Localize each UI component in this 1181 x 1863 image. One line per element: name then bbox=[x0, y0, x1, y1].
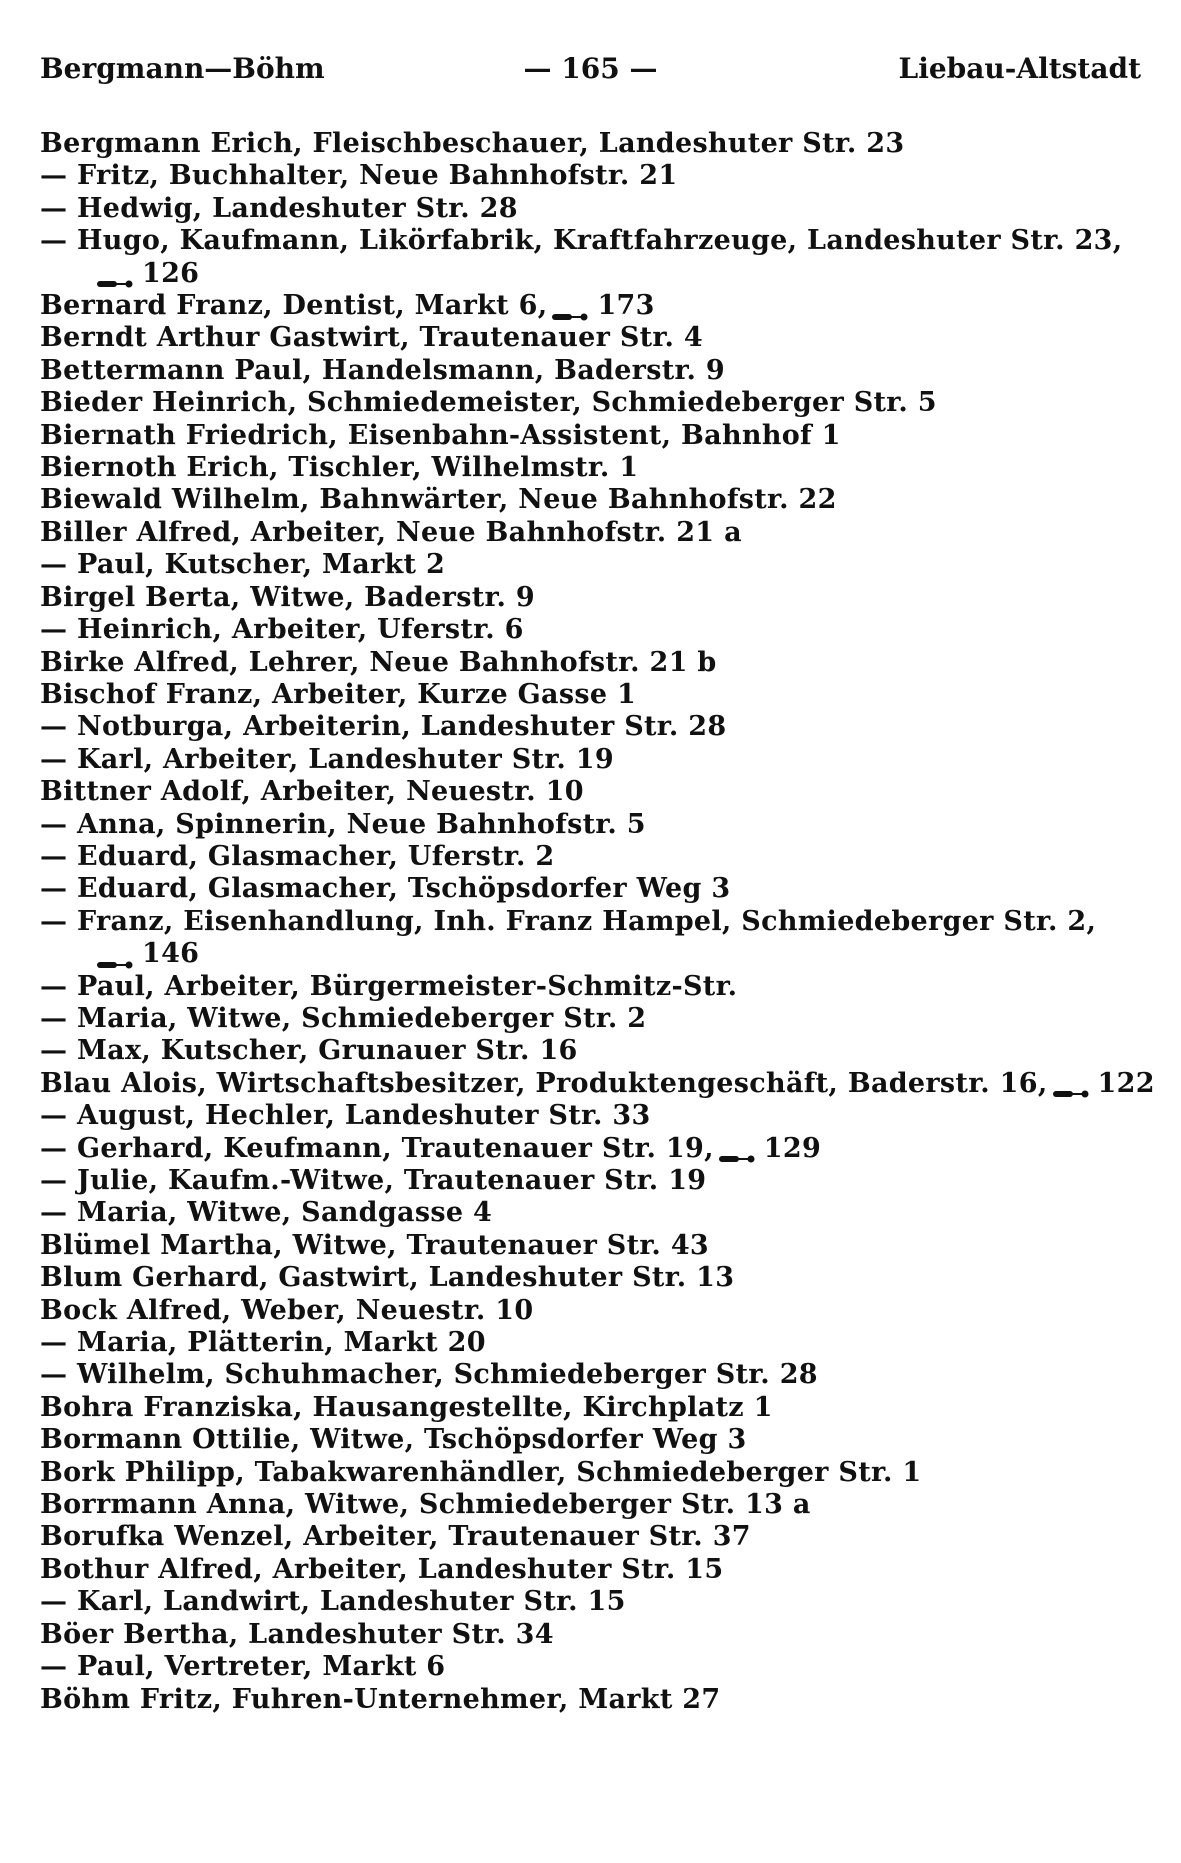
page-number: — 165 — bbox=[523, 52, 658, 85]
entry-text: — Karl, Arbeiter, Landeshuter Str. 19 bbox=[40, 743, 614, 775]
telephone-key-icon bbox=[96, 948, 134, 962]
directory-entry bbox=[40, 1100, 1150, 1132]
directory-entry bbox=[40, 1003, 1150, 1035]
entry-text: — Paul, Kutscher, Markt 2 bbox=[40, 549, 446, 581]
directory-entry bbox=[40, 452, 1150, 484]
telephone-number: 129 bbox=[718, 1133, 821, 1165]
directory-entry bbox=[40, 549, 1150, 581]
entry-text: Berndt Arthur Gastwirt, Trautenauer Str. 4 bbox=[40, 322, 703, 354]
entry-text: Bittner Adolf, Arbeiter, Neuestr. 10 bbox=[40, 776, 584, 808]
entry-text: Böhm Fritz, Fuhren-Unternehmer, Markt 27 bbox=[40, 1683, 721, 1715]
entry-text: — Hedwig, Landeshuter Str. 28 bbox=[40, 192, 518, 224]
entry-text: — August, Hechler, Landeshuter Str. 33 bbox=[40, 1100, 651, 1132]
directory-entry bbox=[40, 1684, 1150, 1716]
directory-entry bbox=[40, 387, 1150, 419]
directory-entries bbox=[40, 128, 1155, 1716]
directory-entry bbox=[40, 1619, 1150, 1651]
entry-text: — Hugo, Kaufmann, Likörfabrik, Kraftfahrzeuge, Landeshuter Str. 23, bbox=[40, 225, 1123, 257]
directory-entry bbox=[40, 355, 1150, 387]
directory-entry bbox=[40, 290, 1150, 322]
telephone-key-icon bbox=[1052, 1077, 1090, 1091]
directory-entry bbox=[40, 906, 1150, 938]
directory-entry bbox=[40, 1230, 1150, 1262]
entry-text: Bettermann Paul, Handelsmann, Baderstr. 9 bbox=[40, 354, 726, 386]
telephone-key-icon bbox=[551, 300, 589, 314]
header-name-range: Bergmann—Böhm bbox=[40, 52, 325, 85]
directory-entry bbox=[40, 128, 1150, 160]
entry-text: — Eduard, Glasmacher, Tschöpsdorfer Weg 3 bbox=[40, 873, 731, 905]
telephone-number: 126 bbox=[40, 258, 1150, 290]
entry-text: Bergmann Erich, Fleischbeschauer, Landeshuter Str. 23 bbox=[40, 128, 905, 159]
entry-text: — Paul, Arbeiter, Bürgermeister-Schmitz-Str. bbox=[40, 970, 738, 1002]
directory-entry bbox=[40, 1035, 1150, 1067]
directory-entry bbox=[40, 873, 1150, 905]
entry-text: — Karl, Landwirt, Landeshuter Str. 15 bbox=[40, 1586, 626, 1618]
directory-entry bbox=[40, 1651, 1150, 1683]
entry-text: — Franz, Eisenhandlung, Inh. Franz Hampel, Schmiedeberger Str. 2, bbox=[40, 905, 1097, 937]
directory-entry bbox=[40, 1489, 1150, 1521]
entry-text: — Notburga, Arbeiterin, Landeshuter Str. 28 bbox=[40, 711, 727, 743]
entry-text: Bischof Franz, Arbeiter, Kurze Gasse 1 bbox=[40, 678, 637, 710]
directory-entry bbox=[40, 1521, 1150, 1553]
entry-text: Blum Gerhard, Gastwirt, Landeshuter Str. 13 bbox=[40, 1262, 735, 1294]
entry-text: Borrmann Anna, Witwe, Schmiedeberger Str. 13 a bbox=[40, 1489, 811, 1521]
directory-entry bbox=[40, 647, 1150, 679]
entry-text: Borufka Wenzel, Arbeiter, Trautenauer Str. 37 bbox=[40, 1521, 751, 1553]
directory-entry bbox=[40, 1262, 1150, 1294]
directory-entry bbox=[40, 679, 1150, 711]
entry-text: Biernoth Erich, Tischler, Wilhelmstr. 1 bbox=[40, 452, 639, 484]
telephone-number: 146 bbox=[40, 938, 1150, 970]
directory-entry bbox=[40, 1197, 1150, 1229]
entry-text: Blau Alois, Wirtschaftsbesitzer, Produktengeschäft, Baderstr. 16, bbox=[40, 1067, 1048, 1099]
directory-entry bbox=[40, 1295, 1150, 1327]
telephone-key-icon bbox=[718, 1142, 756, 1156]
directory-entry bbox=[40, 225, 1150, 257]
entry-text: Birgel Berta, Witwe, Baderstr. 9 bbox=[40, 581, 536, 613]
entry-text: — Wilhelm, Schuhmacher, Schmiedeberger Str. 28 bbox=[40, 1359, 818, 1391]
directory-entry bbox=[40, 971, 1150, 1003]
directory-entry bbox=[40, 1133, 1150, 1165]
entry-text: — Maria, Witwe, Schmiedeberger Str. 2 bbox=[40, 1002, 647, 1034]
directory-entry bbox=[40, 1359, 1150, 1391]
entry-text: Bormann Ottilie, Witwe, Tschöpsdorfer Weg 3 bbox=[40, 1424, 747, 1456]
directory-entry bbox=[40, 193, 1150, 225]
directory-entry bbox=[40, 809, 1150, 841]
entry-text: Bohra Franziska, Hausangestellte, Kirchplatz 1 bbox=[40, 1391, 773, 1423]
entry-text: Biewald Wilhelm, Bahnwärter, Neue Bahnhofstr. 22 bbox=[40, 484, 837, 516]
directory-entry bbox=[40, 1327, 1150, 1359]
directory-entry bbox=[40, 744, 1150, 776]
directory-entry bbox=[40, 484, 1150, 516]
directory-entry bbox=[40, 1424, 1150, 1456]
entry-text: Birke Alfred, Lehrer, Neue Bahnhofstr. 21 b bbox=[40, 646, 717, 678]
entry-text: — Heinrich, Arbeiter, Uferstr. 6 bbox=[40, 614, 524, 646]
entry-text: Bernard Franz, Dentist, Markt 6, bbox=[40, 290, 548, 322]
directory-entry bbox=[40, 1586, 1150, 1618]
directory-entry bbox=[40, 160, 1150, 192]
directory-entry bbox=[40, 614, 1150, 646]
entry-text: Bothur Alfred, Arbeiter, Landeshuter Str. 15 bbox=[40, 1553, 724, 1585]
directory-entry bbox=[40, 776, 1150, 808]
directory-entry bbox=[40, 582, 1150, 614]
entry-text: — Fritz, Buchhalter, Neue Bahnhofstr. 21 bbox=[40, 160, 678, 192]
entry-text: — Gerhard, Keufmann, Trautenauer Str. 19, bbox=[40, 1132, 714, 1164]
entry-text: — Julie, Kaufm.-Witwe, Trautenauer Str. 19 bbox=[40, 1165, 707, 1196]
directory-entry bbox=[40, 1067, 1155, 1100]
entry-text: Bork Philipp, Tabakwarenhändler, Schmiedeberger Str. 1 bbox=[40, 1456, 922, 1488]
directory-entry bbox=[40, 711, 1150, 743]
directory-entry bbox=[40, 322, 1150, 354]
directory-entry bbox=[40, 420, 1150, 452]
entry-text: Biller Alfred, Arbeiter, Neue Bahnhofstr. 21 a bbox=[40, 516, 742, 548]
entry-text: — Maria, Plätterin, Markt 20 bbox=[40, 1327, 486, 1359]
entry-text: Biernath Friedrich, Eisenbahn-Assistent, Bahnhof 1 bbox=[40, 419, 841, 451]
page-header bbox=[40, 52, 1141, 92]
telephone-number: 122 bbox=[1052, 1068, 1155, 1100]
directory-entry bbox=[40, 1554, 1150, 1586]
entry-text: — Eduard, Glasmacher, Uferstr. 2 bbox=[40, 840, 555, 872]
telephone-key-icon bbox=[96, 267, 134, 281]
directory-entry bbox=[40, 1392, 1150, 1424]
entry-text: Blümel Martha, Witwe, Trautenauer Str. 43 bbox=[40, 1229, 709, 1261]
directory-entry bbox=[40, 517, 1150, 549]
directory-entry bbox=[40, 1165, 1150, 1197]
entry-text: — Max, Kutscher, Grunauer Str. 16 bbox=[40, 1035, 578, 1067]
directory-entry bbox=[40, 841, 1150, 873]
entry-text: Bock Alfred, Weber, Neuestr. 10 bbox=[40, 1294, 534, 1326]
entry-text: Böer Bertha, Landeshuter Str. 34 bbox=[40, 1618, 554, 1650]
directory-entry bbox=[40, 1457, 1150, 1489]
telephone-number: 173 bbox=[551, 290, 654, 322]
entry-text: — Paul, Vertreter, Markt 6 bbox=[40, 1651, 446, 1683]
entry-text: Bieder Heinrich, Schmiedemeister, Schmiedeberger Str. 5 bbox=[40, 387, 937, 419]
entry-text: — Maria, Witwe, Sandgasse 4 bbox=[40, 1197, 493, 1229]
entry-text: — Anna, Spinnerin, Neue Bahnhofstr. 5 bbox=[40, 808, 646, 840]
header-place: Liebau-Altstadt bbox=[898, 52, 1141, 85]
